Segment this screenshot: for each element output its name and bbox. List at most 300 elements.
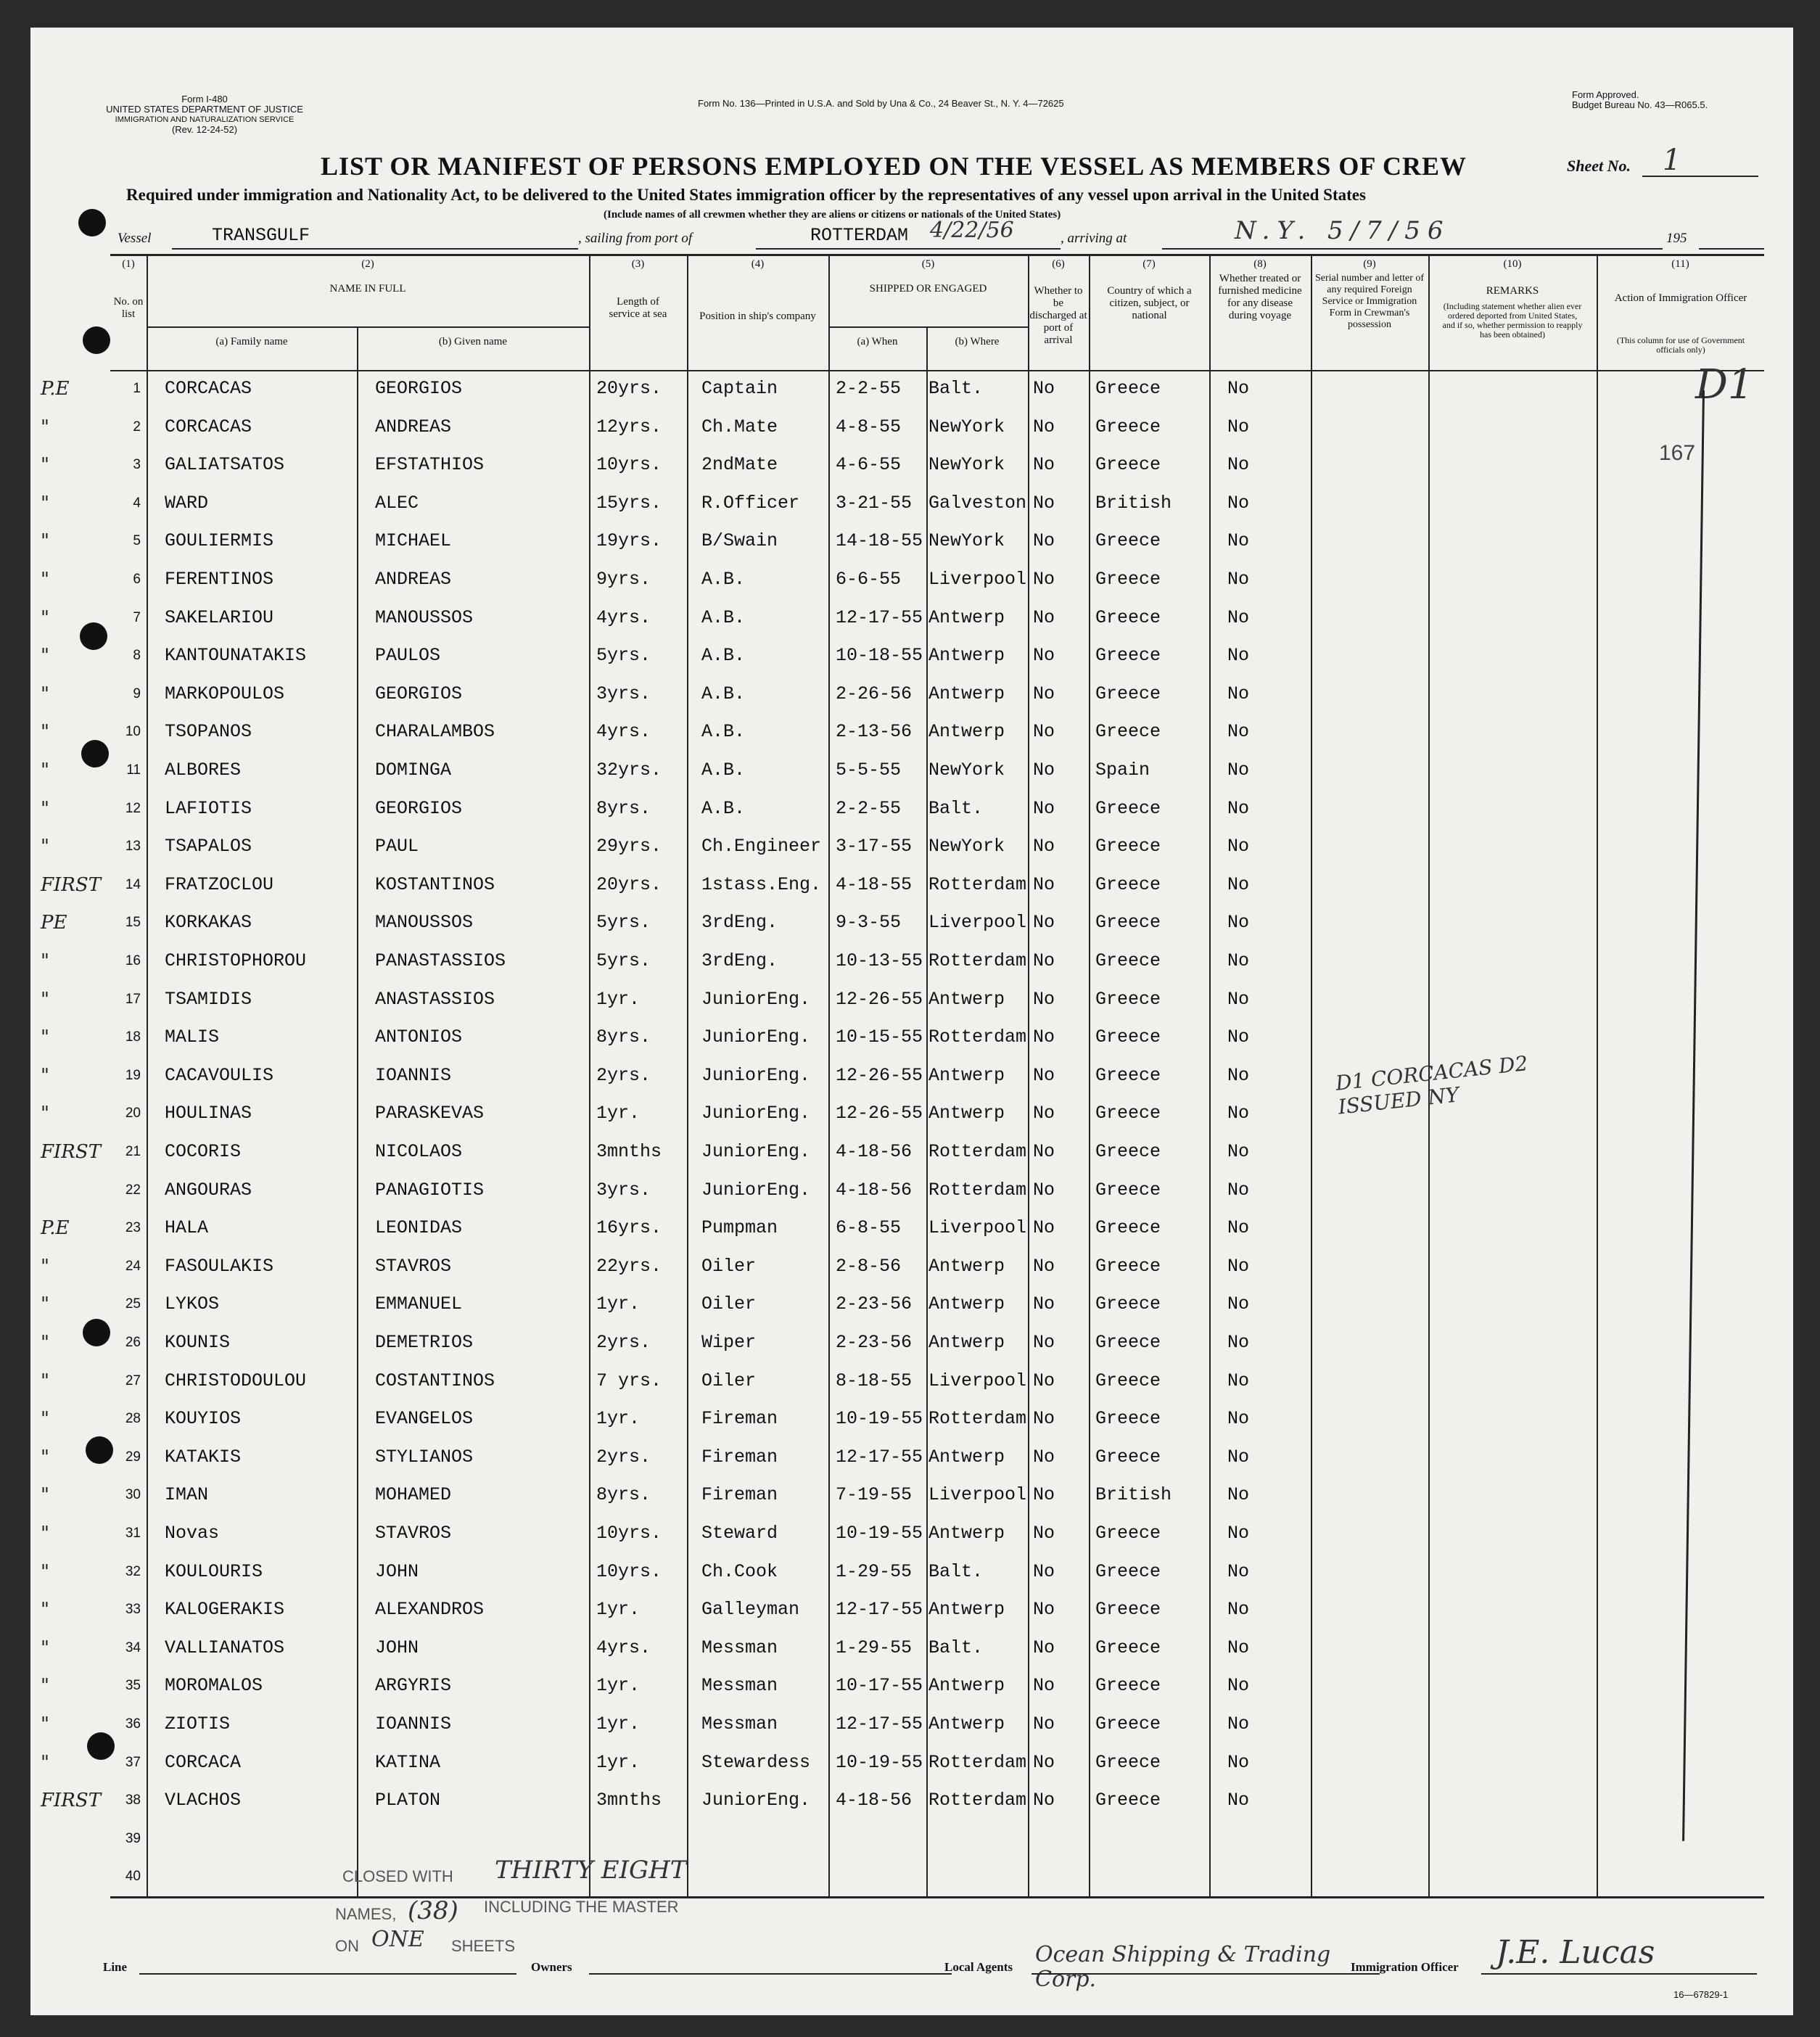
shipped-port-cell: Antwerp: [928, 1713, 1005, 1734]
margin-annotation: ": [41, 721, 49, 744]
discharged-cell: No: [1033, 1751, 1055, 1773]
position-cell: A.B.: [701, 645, 746, 667]
shipped-date-cell: 2-26-56: [836, 683, 913, 704]
shipped-date-cell: 2-13-56: [836, 721, 913, 743]
shipped-date-cell: 2-2-55: [836, 797, 902, 819]
family-name-cell: FERENTINOS: [165, 569, 274, 590]
country-cell: Greece: [1095, 416, 1161, 437]
row-number: 12: [125, 800, 141, 816]
service-cell: 10yrs.: [596, 1523, 662, 1544]
position-cell: A.B.: [701, 721, 746, 743]
shipped-date-cell: 6-8-55: [836, 1217, 902, 1239]
position-cell: A.B.: [701, 760, 746, 781]
row-number: 17: [125, 991, 141, 1007]
agency-service: IMMIGRATION AND NATURALIZATION SERVICE: [115, 115, 295, 124]
given-name-cell: ANDREAS: [375, 416, 452, 437]
service-cell: 3mnths: [596, 1790, 662, 1811]
position-cell: A.B.: [701, 569, 746, 590]
position-cell: JuniorEng.: [701, 1141, 811, 1162]
family-name-cell: CORCACAS: [165, 378, 252, 399]
medicine-cell: No: [1227, 454, 1250, 476]
country-cell: Greece: [1095, 530, 1161, 552]
row-number: 7: [133, 609, 141, 625]
medicine-cell: No: [1227, 1026, 1250, 1048]
shipped-date-cell: 10-18-55: [836, 645, 923, 667]
col-1-number: (1): [122, 258, 135, 270]
medicine-cell: No: [1227, 721, 1250, 743]
row-number: 33: [125, 1602, 141, 1618]
given-name-cell: GEORGIOS: [375, 797, 463, 819]
country-cell: Greece: [1095, 1217, 1161, 1239]
family-name-cell: MOROMALOS: [165, 1675, 263, 1697]
discharged-cell: No: [1033, 1370, 1055, 1391]
col-10-note: (Including statement whether alien ever ordered deported from United States, and if so, whether permission to reapply has been obtained): [1442, 301, 1583, 340]
shipped-date-cell: 10-19-55: [836, 1408, 923, 1430]
closing-sheet-count: ONE: [371, 1927, 424, 1952]
margin-annotation: ": [41, 1599, 49, 1621]
country-cell: Greece: [1095, 836, 1161, 857]
vessel-label: Vessel: [118, 231, 152, 246]
port-underline: [756, 248, 1061, 250]
row-number: 28: [125, 1411, 141, 1427]
col-1-head: No. on list: [113, 296, 144, 320]
col-2-number: (2): [361, 258, 374, 270]
position-cell: JuniorEng.: [701, 1026, 811, 1048]
family-name-cell: FASOULAKIS: [165, 1255, 274, 1277]
medicine-cell: No: [1227, 1599, 1250, 1621]
family-name-cell: GALIATSATOS: [165, 454, 285, 476]
year-label: 195: [1666, 231, 1687, 246]
family-name-cell: WARD: [165, 492, 209, 514]
country-cell: Greece: [1095, 721, 1161, 743]
shipped-date-cell: 2-23-56: [836, 1293, 913, 1315]
country-cell: Greece: [1095, 797, 1161, 819]
medicine-cell: No: [1227, 1179, 1250, 1201]
medicine-cell: No: [1227, 1408, 1250, 1430]
family-name-cell: SAKELARIOU: [165, 606, 274, 628]
discharged-cell: No: [1033, 988, 1055, 1010]
shipped-port-cell: Antwerp: [928, 1293, 1005, 1315]
discharged-cell: No: [1033, 1026, 1055, 1048]
country-cell: Greece: [1095, 873, 1161, 895]
given-name-cell: PARASKEVAS: [375, 1103, 485, 1124]
margin-annotation: ": [41, 569, 49, 590]
medicine-cell: No: [1227, 416, 1250, 437]
service-cell: 4yrs.: [596, 606, 651, 628]
margin-annotation: ": [41, 683, 49, 705]
position-cell: Oiler: [701, 1370, 757, 1391]
service-cell: 1yr.: [596, 1408, 641, 1430]
arriving-label: , arriving at: [1061, 231, 1127, 246]
shipped-port-cell: Liverpool: [928, 1217, 1027, 1239]
margin-annotation: ": [41, 1713, 49, 1735]
margin-annotation: ": [41, 797, 49, 820]
position-cell: Oiler: [701, 1255, 757, 1277]
form-id: Form I-480: [181, 94, 228, 104]
shipped-date-cell: 1-29-55: [836, 1637, 913, 1658]
medicine-cell: No: [1227, 950, 1250, 971]
shipped-date-cell: 4-8-55: [836, 416, 902, 437]
medicine-cell: No: [1227, 912, 1250, 934]
discharged-cell: No: [1033, 569, 1055, 590]
table-column-divider: [147, 254, 148, 1896]
shipped-date-cell: 3-21-55: [836, 492, 913, 514]
shipped-port-cell: Galveston: [928, 492, 1027, 514]
row-number: 14: [125, 876, 141, 892]
given-name-cell: PAULOS: [375, 645, 441, 667]
officer-mark-line: [1682, 390, 1705, 1841]
shipped-date-cell: 8-18-55: [836, 1370, 913, 1391]
family-name-cell: KOUYIOS: [165, 1408, 242, 1430]
printer-line: Form No. 136—Printed in U.S.A. and Sold by Una & Co., 24 Beaver St., N. Y. 4—72625: [698, 98, 1064, 109]
shipped-date-cell: 12-26-55: [836, 1064, 923, 1086]
footer-agents-underline: [1032, 1973, 1380, 1975]
discharged-cell: No: [1033, 1446, 1055, 1468]
shipped-date-cell: 10-17-55: [836, 1675, 923, 1697]
table-column-divider: [1311, 254, 1312, 1896]
family-name-cell: CHRISTODOULOU: [165, 1370, 307, 1391]
service-cell: 4yrs.: [596, 1637, 651, 1658]
margin-annotation: ": [41, 988, 49, 1011]
given-name-cell: GEORGIOS: [375, 378, 463, 399]
family-name-cell: MARKOPOULOS: [165, 683, 285, 704]
medicine-cell: No: [1227, 1713, 1250, 1734]
closing-count-number: (38): [408, 1896, 458, 1925]
service-cell: 3yrs.: [596, 1179, 651, 1201]
sheet-number: 1: [1663, 144, 1681, 177]
country-cell: British: [1095, 492, 1172, 514]
shipped-date-cell: 4-18-55: [836, 873, 913, 895]
agency-name: UNITED STATES DEPARTMENT OF JUSTICE: [106, 104, 303, 115]
shipped-date-cell: 10-19-55: [836, 1523, 923, 1544]
service-cell: 3mnths: [596, 1141, 662, 1162]
col-4-head: Position in ship's company: [699, 310, 816, 322]
shipped-port-cell: Rotterdam: [928, 1790, 1027, 1811]
footer-form-code: 16—67829-1: [1673, 1989, 1729, 2000]
medicine-cell: No: [1227, 1637, 1250, 1658]
service-cell: 12yrs.: [596, 416, 662, 437]
col-7-head: Country of which a citizen, subject, or national: [1107, 285, 1192, 321]
given-name-cell: GEORGIOS: [375, 683, 463, 704]
country-cell: Greece: [1095, 1560, 1161, 1582]
discharged-cell: No: [1033, 1217, 1055, 1239]
shipped-port-cell: NewYork: [928, 454, 1005, 476]
shipped-port-cell: Antwerp: [928, 645, 1005, 667]
family-name-cell: CORCACA: [165, 1751, 242, 1773]
given-name-cell: STYLIANOS: [375, 1446, 474, 1468]
table-column-divider: [1089, 254, 1090, 1896]
discharged-cell: No: [1033, 1141, 1055, 1162]
sheet-label: Sheet No.: [1567, 157, 1631, 175]
service-cell: 8yrs.: [596, 1484, 651, 1506]
table-column-divider: [926, 326, 928, 1896]
table-header-bottom-border: [110, 370, 1764, 371]
country-cell: Greece: [1095, 1637, 1161, 1658]
shipped-port-cell: Liverpool: [928, 1370, 1027, 1391]
service-cell: 1yr.: [596, 1103, 641, 1124]
given-name-cell: EFSTATHIOS: [375, 454, 485, 476]
row-number: 32: [125, 1563, 141, 1579]
service-cell: 5yrs.: [596, 950, 651, 971]
family-name-cell: COCORIS: [165, 1141, 242, 1162]
given-name-cell: STAVROS: [375, 1255, 452, 1277]
given-name-cell: PANAGIOTIS: [375, 1179, 485, 1201]
country-cell: Greece: [1095, 1790, 1161, 1811]
position-cell: Fireman: [701, 1408, 778, 1430]
col-2b-head: (b) Given name: [438, 336, 508, 347]
shipped-date-cell: 2-8-56: [836, 1255, 902, 1277]
position-cell: Fireman: [701, 1446, 778, 1468]
punch-hole: [81, 740, 109, 768]
vessel-name: TRANSGULF: [212, 225, 310, 246]
discharged-cell: No: [1033, 950, 1055, 971]
medicine-cell: No: [1227, 606, 1250, 628]
col-3-number: (3): [631, 258, 645, 270]
shipped-date-cell: 4-18-56: [836, 1790, 913, 1811]
shipped-date-cell: 1-29-55: [836, 1560, 913, 1582]
country-cell: Greece: [1095, 1141, 1161, 1162]
col-6-number: (6): [1052, 258, 1065, 270]
country-cell: Greece: [1095, 1408, 1161, 1430]
given-name-cell: MANOUSSOS: [375, 606, 474, 628]
family-name-cell: IMAN: [165, 1484, 209, 1506]
row-number: 21: [125, 1144, 141, 1159]
medicine-cell: No: [1227, 760, 1250, 781]
shipped-port-cell: Antwerp: [928, 1103, 1005, 1124]
country-cell: Greece: [1095, 1370, 1161, 1391]
col-9-head: Serial number and letter of any required Foreign Service or Immigration Form in Crewman's possession: [1314, 273, 1425, 330]
row-number: 31: [125, 1526, 141, 1541]
position-cell: Messman: [701, 1675, 778, 1697]
margin-annotation: ": [41, 454, 49, 477]
shipped-port-cell: Antwerp: [928, 683, 1005, 704]
given-name-cell: ANDREAS: [375, 569, 452, 590]
service-cell: 10yrs.: [596, 454, 662, 476]
service-cell: 1yr.: [596, 988, 641, 1010]
country-cell: Greece: [1095, 645, 1161, 667]
medicine-cell: No: [1227, 645, 1250, 667]
discharged-cell: No: [1033, 1713, 1055, 1734]
shipped-date-cell: 2-2-55: [836, 378, 902, 399]
discharged-cell: No: [1033, 1179, 1055, 1201]
service-cell: 20yrs.: [596, 378, 662, 399]
medicine-cell: No: [1227, 1523, 1250, 1544]
table-bottom-border: [110, 1896, 1764, 1898]
given-name-cell: ALEXANDROS: [375, 1599, 485, 1621]
table-column-divider: [589, 254, 590, 1896]
medicine-cell: No: [1227, 1064, 1250, 1086]
footer-line-underline: [139, 1973, 516, 1975]
col-8-head: Whether treated or furnished medicine for any disease during voyage: [1218, 273, 1302, 321]
row-number: 6: [133, 572, 141, 587]
family-name-cell: HALA: [165, 1217, 209, 1239]
margin-annotation: ": [41, 645, 49, 667]
country-cell: Greece: [1095, 1713, 1161, 1734]
shipped-port-cell: Balt.: [928, 1637, 984, 1658]
medicine-cell: No: [1227, 1446, 1250, 1468]
punch-hole: [78, 209, 106, 236]
given-name-cell: MOHAMED: [375, 1484, 452, 1506]
col-10-number: (10): [1503, 258, 1522, 270]
position-cell: Captain: [701, 378, 778, 399]
row-number: 2: [133, 419, 141, 435]
service-cell: 22yrs.: [596, 1255, 662, 1277]
form-id-block: [96, 94, 313, 135]
service-cell: 1yr.: [596, 1713, 641, 1734]
given-name-cell: EMMANUEL: [375, 1293, 463, 1315]
punch-hole: [86, 1436, 113, 1464]
row-number: 37: [125, 1754, 141, 1770]
given-name-cell: CHARALAMBOS: [375, 721, 495, 743]
margin-annotation: FIRST: [41, 1790, 102, 1812]
discharged-cell: No: [1033, 645, 1055, 667]
position-cell: A.B.: [701, 606, 746, 628]
position-cell: JuniorEng.: [701, 1064, 811, 1086]
service-cell: 10yrs.: [596, 1560, 662, 1582]
discharged-cell: No: [1033, 1523, 1055, 1544]
service-cell: 19yrs.: [596, 530, 662, 552]
given-name-cell: PAUL: [375, 836, 419, 857]
given-name-cell: MICHAEL: [375, 530, 452, 552]
country-cell: Greece: [1095, 683, 1161, 704]
shipped-date-cell: 6-6-55: [836, 569, 902, 590]
service-cell: 9yrs.: [596, 569, 651, 590]
medicine-cell: No: [1227, 988, 1250, 1010]
shipped-port-cell: Antwerp: [928, 1332, 1005, 1353]
row-number: 9: [133, 686, 141, 701]
discharged-cell: No: [1033, 492, 1055, 514]
margin-annotation: ": [41, 1637, 49, 1659]
row-number: 30: [125, 1487, 141, 1503]
given-name-cell: JOHN: [375, 1560, 419, 1582]
shipped-port-cell: Rotterdam: [928, 1408, 1027, 1430]
position-cell: B/Swain: [701, 530, 778, 552]
medicine-cell: No: [1227, 1141, 1250, 1162]
remark-annotation: D1 CORCACAS D2 ISSUED NY: [1334, 1051, 1529, 1119]
family-name-cell: Novas: [165, 1523, 220, 1544]
given-name-cell: JOHN: [375, 1637, 419, 1658]
family-name-cell: TSAPALOS: [165, 836, 252, 857]
position-cell: Messman: [701, 1637, 778, 1658]
country-cell: Greece: [1095, 1103, 1161, 1124]
medicine-cell: No: [1227, 378, 1250, 399]
col-7-number: (7): [1142, 258, 1156, 270]
name-subhead-divider: [147, 326, 589, 328]
medicine-cell: No: [1227, 1293, 1250, 1315]
table-column-divider: [828, 254, 830, 1896]
family-name-cell: LYKOS: [165, 1293, 220, 1315]
position-cell: JuniorEng.: [701, 1790, 811, 1811]
position-cell: JuniorEng.: [701, 988, 811, 1010]
row-number: 38: [125, 1793, 141, 1808]
approval-line: Form Approved.: [1572, 89, 1639, 100]
shipped-date-cell: 7-19-55: [836, 1484, 913, 1506]
medicine-cell: No: [1227, 836, 1250, 857]
row-number: 25: [125, 1296, 141, 1312]
row-number: 16: [125, 953, 141, 968]
col-9-number: (9): [1363, 258, 1376, 270]
family-name-cell: KALOGERAKIS: [165, 1599, 285, 1621]
position-cell: 3rdEng.: [701, 950, 778, 971]
discharged-cell: No: [1033, 530, 1055, 552]
footer-owners-label: Owners: [531, 1960, 572, 1974]
row-number: 4: [133, 495, 141, 511]
service-cell: 1yr.: [596, 1293, 641, 1315]
shipped-port-cell: Rotterdam: [928, 1141, 1027, 1162]
col-5b-head: (b) Where: [955, 336, 1000, 347]
medicine-cell: No: [1227, 1255, 1250, 1277]
family-name-cell: KORKAKAS: [165, 912, 252, 934]
row-number: 3: [133, 457, 141, 473]
position-cell: Messman: [701, 1713, 778, 1734]
row-number: 18: [125, 1029, 141, 1045]
row-number: 22: [125, 1182, 141, 1198]
margin-annotation: PE: [41, 912, 67, 934]
given-name-cell: IOANNIS: [375, 1064, 452, 1086]
country-cell: Greece: [1095, 1293, 1161, 1315]
country-cell: Greece: [1095, 912, 1161, 934]
page-title: LIST OR MANIFEST OF PERSONS EMPLOYED ON THE VESSEL AS MEMBERS OF CREW: [321, 152, 1467, 181]
discharged-cell: No: [1033, 1103, 1055, 1124]
family-name-cell: ANGOURAS: [165, 1179, 252, 1201]
family-name-cell: VLACHOS: [165, 1790, 242, 1811]
shipped-port-cell: Liverpool: [928, 569, 1027, 590]
medicine-cell: No: [1227, 1484, 1250, 1506]
country-cell: Greece: [1095, 1523, 1161, 1544]
shipped-date-cell: 3-17-55: [836, 836, 913, 857]
row-number: 1: [133, 381, 141, 396]
margin-annotation: ": [41, 416, 49, 438]
family-name-cell: ZIOTIS: [165, 1713, 231, 1734]
row-number: 8: [133, 648, 141, 664]
medicine-cell: No: [1227, 1103, 1250, 1124]
margin-annotation: ": [41, 1293, 49, 1316]
shipped-port-cell: Antwerp: [928, 1523, 1005, 1544]
shipped-port-cell: Balt.: [928, 378, 984, 399]
given-name-cell: KOSTANTINOS: [375, 873, 495, 895]
col-2-head: NAME IN FULL: [329, 283, 406, 295]
family-name-cell: KATAKIS: [165, 1446, 242, 1468]
manifest-sheet: [30, 28, 1793, 2015]
discharged-cell: No: [1033, 1255, 1055, 1277]
col-8-number: (8): [1253, 258, 1267, 270]
medicine-cell: No: [1227, 1560, 1250, 1582]
closing-stamp-3: INCLUDING THE MASTER: [484, 1898, 679, 1916]
position-cell: Pumpman: [701, 1217, 778, 1239]
row-number: 40: [125, 1869, 141, 1885]
margin-annotation: ": [41, 1332, 49, 1354]
row-number: 11: [126, 762, 141, 778]
shipped-port-cell: Balt.: [928, 1560, 984, 1582]
country-cell: Greece: [1095, 1332, 1161, 1353]
medicine-cell: No: [1227, 797, 1250, 819]
table-column-divider: [687, 254, 688, 1896]
footer-agents-hand: Ocean Shipping & Trading Corp.: [1035, 1942, 1331, 1992]
discharged-cell: No: [1033, 912, 1055, 934]
given-name-cell: ANTONIOS: [375, 1026, 463, 1048]
shipped-port-cell: Antwerp: [928, 1599, 1005, 1621]
country-cell: Greece: [1095, 378, 1161, 399]
position-cell: Ch.Engineer: [701, 836, 822, 857]
shipped-date-cell: 4-18-56: [836, 1141, 913, 1162]
row-number: 20: [125, 1106, 141, 1122]
given-name-cell: STAVROS: [375, 1523, 452, 1544]
service-cell: 15yrs.: [596, 492, 662, 514]
punch-hole: [83, 326, 110, 354]
margin-annotation: ": [41, 606, 49, 629]
margin-annotation: ": [41, 1064, 49, 1087]
margin-annotation: FIRST: [41, 873, 102, 896]
